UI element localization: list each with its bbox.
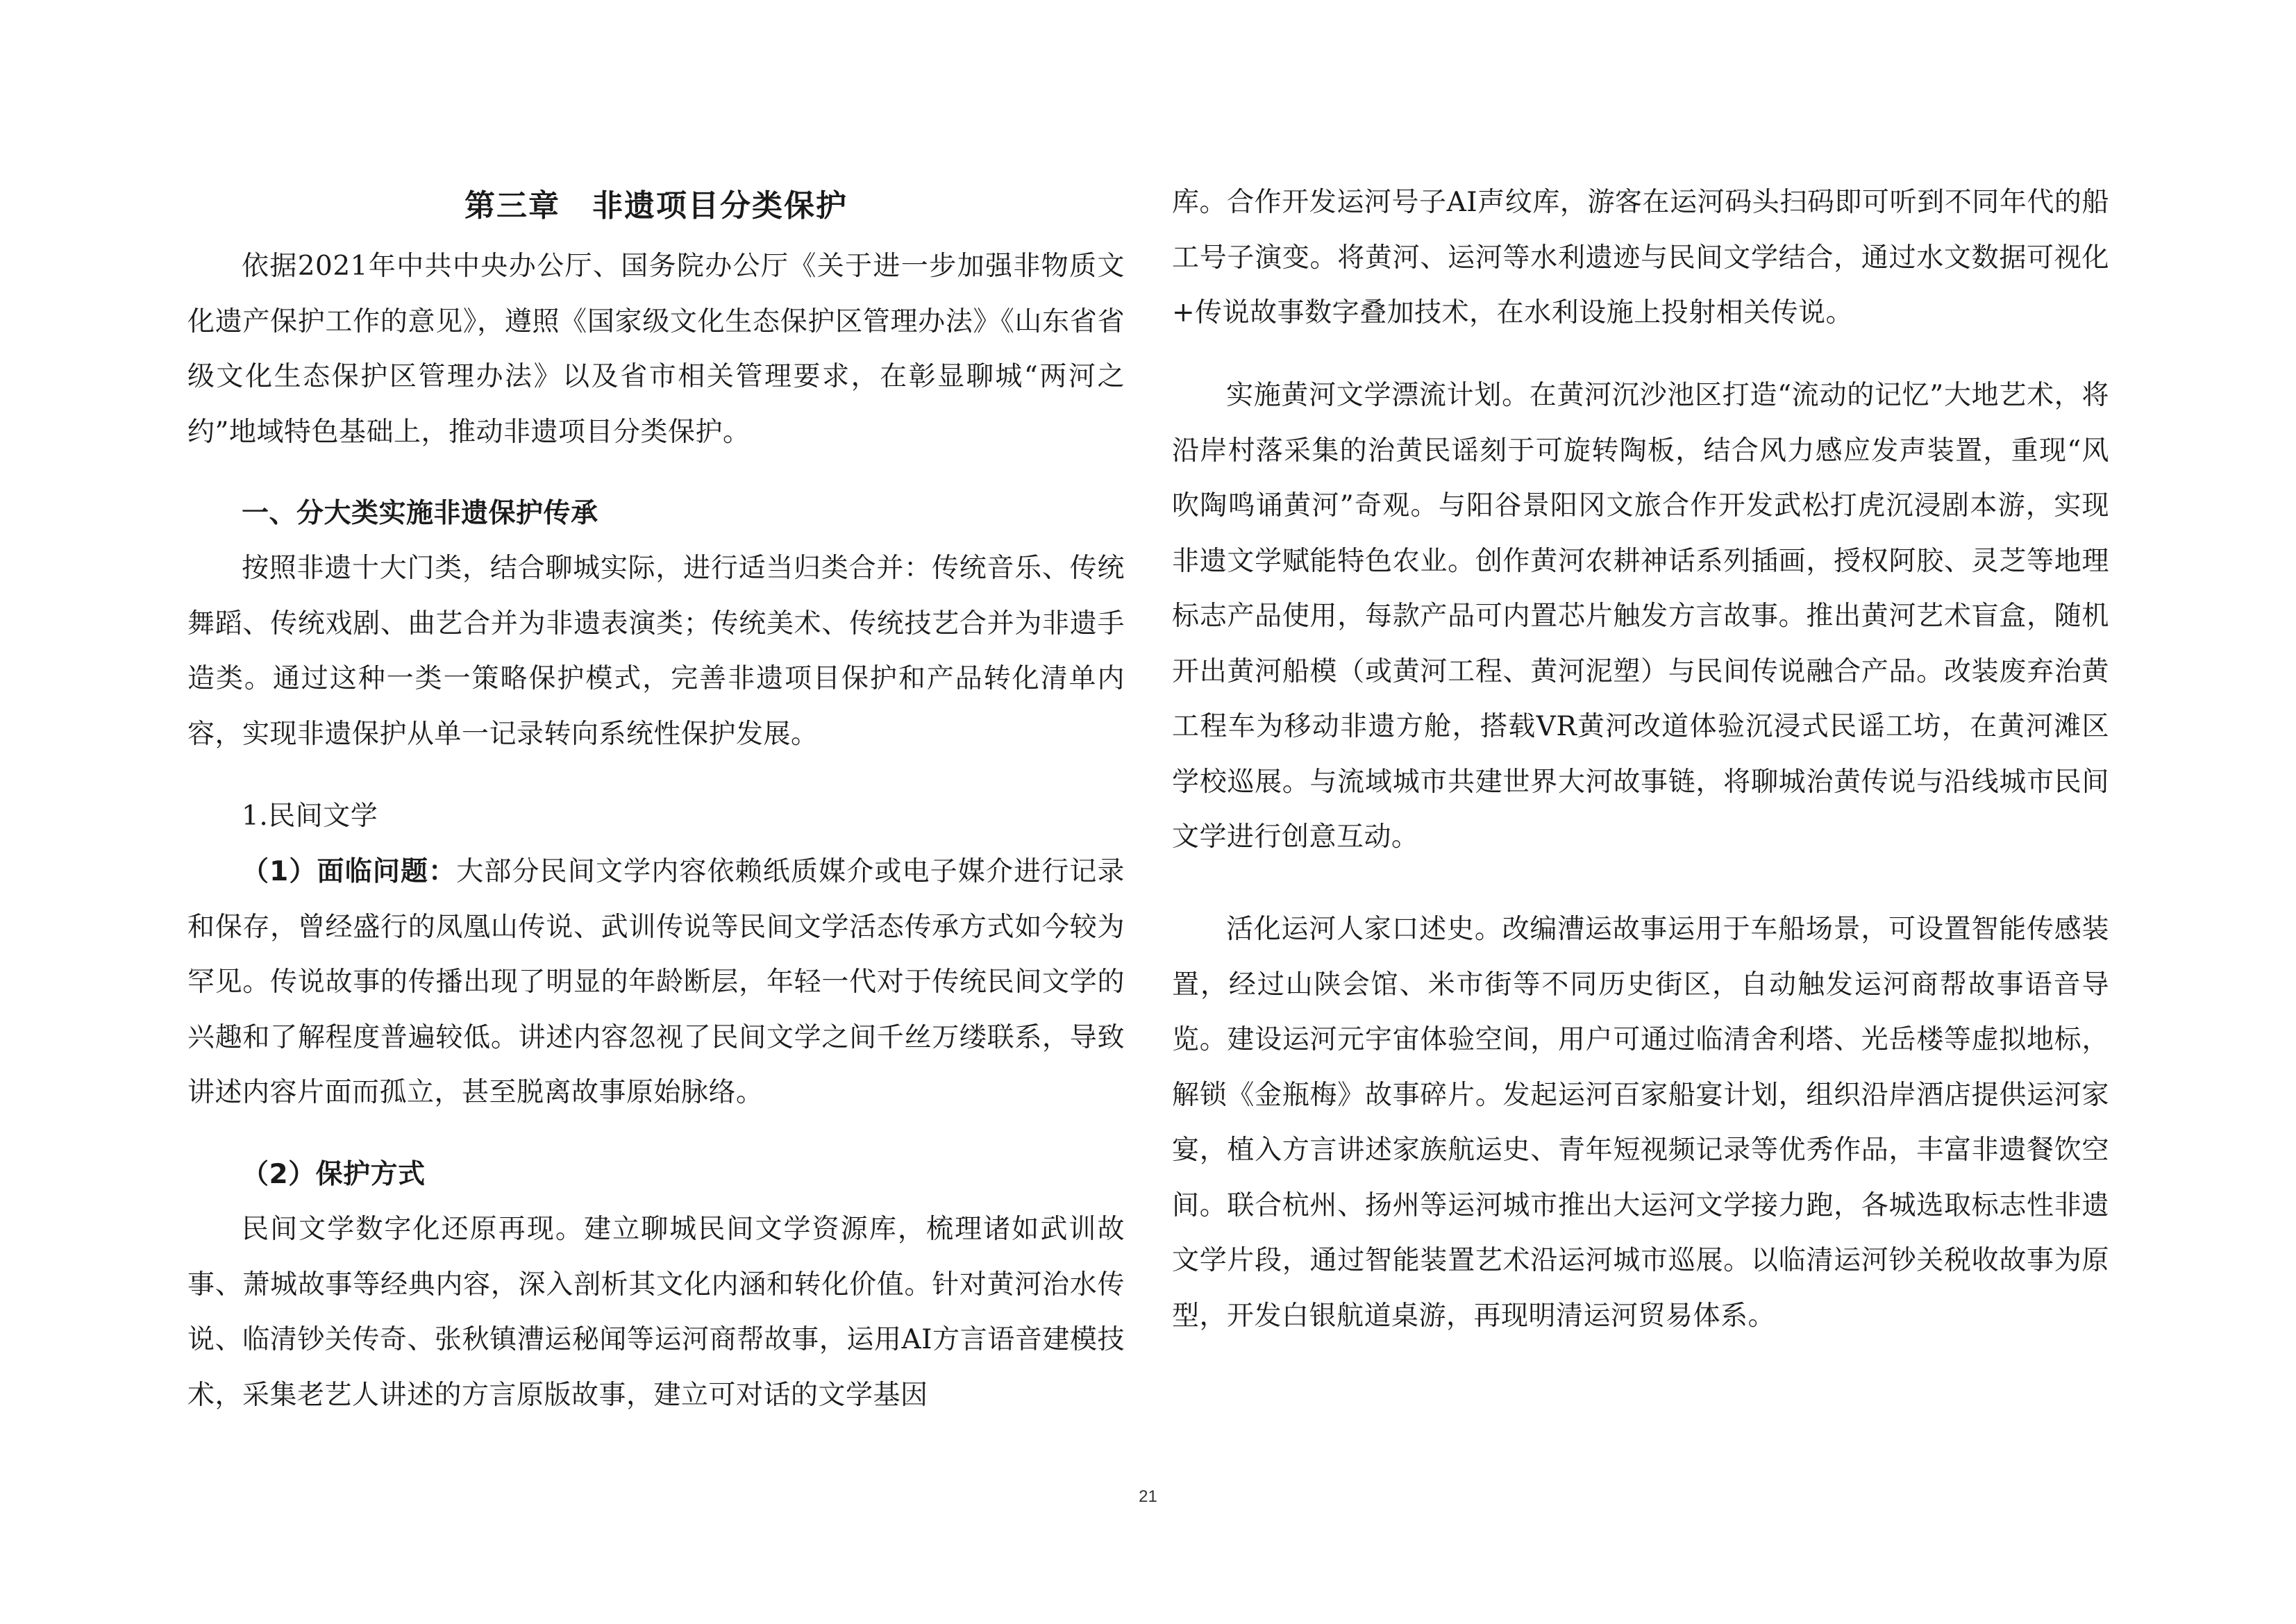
yellow-river-paragraph: 实施黄河文学漂流计划。在黄河沉沙池区打造“流动的记忆”大地艺术，将沿岸村落采集的治黄民谣刻于可旋转陶板，结合风力感应发声装置，重现“风吹陶鸣诵黄河”奇观。与阳谷景阳冈文旅合作开发武松打虎沉浸剧本游，实现非遗文学赋能特色农业。创作黄河农耕神话系列插画，授权阿胶、灵芝等地理标志产品使用，每款产品可内置芯片触发方言故事。推出黄河艺术盲盒，随机开出黄河船模（或黄河工程、黄河泥塑）与民间传说融合产品。改装废弃治黄工程车为移动非遗方舱，搭载VR黄河改道体验沉浸式民谣工坊，在黄河滩区学校巡展。与流域城市共建世界大河故事链，将聊城治黄传说与沿线城市民间文学进行创意互动。 <box>1172 380 2109 853</box>
page-number: 21 <box>1139 1487 1157 1506</box>
protection-heading: （2）保护方式 <box>242 1159 426 1190</box>
subsection-heading: 1.民间文学 <box>242 801 378 832</box>
section-body-paragraph: 按照非遗十大门类，结合聊城实际，进行适当归类合并：传统音乐、传统舞蹈、传统戏剧、曲艺合并为非遗表演类；传统美术、传统技艺合并为非遗手造类。通过这种一类一策略保护模式，完善非遗项目保护和产品转化清单内容，实现非遗保护从单一记录转向系统性保护发展。 <box>187 553 1125 750</box>
chapter-title: 第三章 非遗项目分类保护 <box>464 188 848 224</box>
problem-paragraph <box>187 844 1125 1121</box>
section-heading: 一、分大类实施非遗保护传承 <box>242 498 598 529</box>
problem-text: 大部分民间文学内容依赖纸质媒介或电子媒介进行记录和保存，曾经盛行的凤凰山传说、武训传说等民间文学活态传承方式如今较为罕见。传说故事的传播出现了明显的年龄断层，年轻一代对于传统民间文学的兴趣和了解程度普遍较低。讲述内容忽视了民间文学之间千丝万缕联系，导致讲述内容片面而孤立，甚至脱离故事原始脉络。 <box>187 856 1125 1108</box>
problem-label: （1）面临问题： <box>242 856 457 887</box>
canal-paragraph: 活化运河人家口述史。改编漕运故事运用于车船场景，可设置智能传感装置，经过山陕会馆、米市街等不同历史街区，自动触发运河商帮故事语音导览。建设运河元宇宙体验空间，用户可通过临清舍利塔、光岳楼等虚拟地标，解锁《金瓶梅》故事碎片。发起运河百家船宴计划，组织沿岸酒店提供运河家宴，植入方言讲述家族航运史、青年短视频记录等优秀作品，丰富非遗餐饮空间。联合杭州、扬州等运河城市推出大运河文学接力跑，各城选取标志性非遗文学片段，通过智能装置艺术沿运河城市巡展。以临清运河钞关税收故事为原型，开发白银航道桌游，再现明清运河贸易体系。 <box>1172 914 2109 1332</box>
protection-paragraph: 民间文学数字化还原再现。建立聊城民间文学资源库，梳理诸如武训故事、萧城故事等经典内容，深入剖析其文化内涵和转化价值。针对黄河治水传说、临清钞关传奇、张秋镇漕运秘闻等运河商帮故事，运用AI方言语音建模技术，采集老艺人讲述的方言原版故事，建立可对话的文学基因 <box>187 1214 1125 1411</box>
intro-paragraph: 依据2021年中共中央办公厅、国务院办公厅《关于进一步加强非物质文化遗产保护工作的意见》，遵照《国家级文化生态保护区管理办法》《山东省省级文化生态保护区管理办法》以及省市相关管理要求，在彰显聊城“两河之约”地域特色基础上，推动非遗项目分类保护。 <box>187 251 1125 448</box>
continued-paragraph: 库。合作开发运河号子AI声纹库，游客在运河码头扫码即可听到不同年代的船工号子演变。将黄河、运河等水利遗迹与民间文学结合，通过水文数据可视化+传说故事数字叠加技术，在水利设施上投射相关传说。 <box>1172 187 2109 328</box>
